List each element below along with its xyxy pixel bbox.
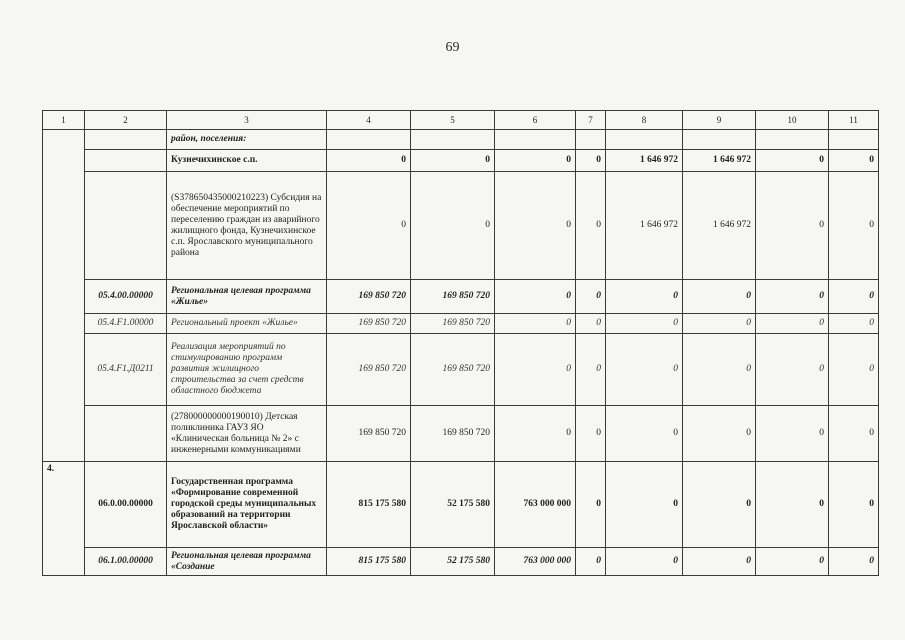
value-cell: 0 (495, 314, 576, 334)
code-cell: 05.4.00.00000 (85, 280, 167, 314)
value-cell: 52 175 580 (411, 462, 495, 548)
value-cell: 0 (495, 406, 576, 462)
code-cell (85, 150, 167, 172)
table-row (43, 150, 879, 172)
name-cell: (278000000000190010) Детская поликлиника ГАУЗ ЯО «Клиническая больница № 2» с инженерными коммуникациями (167, 406, 327, 462)
value-cell: 0 (756, 334, 829, 406)
header-cell: 10 (756, 111, 829, 130)
header-cell: 7 (576, 111, 606, 130)
value-cell: 1 646 972 (683, 172, 756, 280)
value-cell: 0 (576, 280, 606, 314)
header-cell: 5 (411, 111, 495, 130)
value-cell: 0 (576, 462, 606, 548)
code-cell: 06.0.00.00000 (85, 462, 167, 548)
value-cell: 1 646 972 (606, 172, 683, 280)
value-cell: 0 (495, 150, 576, 172)
value-cell: 0 (327, 150, 411, 172)
value-cell: 0 (683, 334, 756, 406)
header-cell: 11 (829, 111, 879, 130)
value-cell: 0 (327, 172, 411, 280)
value-cell (495, 130, 576, 150)
value-cell: 0 (829, 150, 879, 172)
value-cell: 0 (756, 406, 829, 462)
value-cell: 0 (756, 548, 829, 576)
value-cell: 169 850 720 (411, 406, 495, 462)
value-cell: 0 (683, 462, 756, 548)
section-number-cell (43, 130, 85, 462)
value-cell: 169 850 720 (327, 406, 411, 462)
section-number-cell: 4. (43, 462, 85, 576)
name-cell: Региональная целевая программа «Создание (167, 548, 327, 576)
value-cell: 0 (606, 314, 683, 334)
table-row (43, 334, 879, 406)
code-cell (85, 130, 167, 150)
value-cell (683, 130, 756, 150)
value-cell: 0 (829, 280, 879, 314)
value-cell: 0 (756, 172, 829, 280)
value-cell: 52 175 580 (411, 548, 495, 576)
value-cell: 0 (829, 314, 879, 334)
value-cell: 0 (829, 334, 879, 406)
value-cell (411, 130, 495, 150)
value-cell: 169 850 720 (411, 334, 495, 406)
value-cell: 0 (829, 172, 879, 280)
value-cell: 763 000 000 (495, 462, 576, 548)
value-cell: 0 (576, 406, 606, 462)
name-cell: Региональная целевая программа «Жилье» (167, 280, 327, 314)
table-row (43, 406, 879, 462)
table-row (43, 280, 879, 314)
header-cell: 6 (495, 111, 576, 130)
header-cell: 1 (43, 111, 85, 130)
value-cell (756, 130, 829, 150)
value-cell: 0 (756, 462, 829, 548)
value-cell: 0 (683, 314, 756, 334)
value-cell: 1 646 972 (683, 150, 756, 172)
name-cell: Кузнечихинское с.п. (167, 150, 327, 172)
value-cell: 0 (829, 548, 879, 576)
value-cell: 815 175 580 (327, 462, 411, 548)
value-cell: 0 (756, 150, 829, 172)
value-cell (829, 130, 879, 150)
header-cell: 4 (327, 111, 411, 130)
table-row (43, 172, 879, 280)
name-cell: Региональный проект «Жилье» (167, 314, 327, 334)
value-cell: 0 (495, 172, 576, 280)
value-cell: 169 850 720 (411, 314, 495, 334)
value-cell: 0 (495, 334, 576, 406)
value-cell (327, 130, 411, 150)
header-row (43, 111, 879, 130)
header-cell: 9 (683, 111, 756, 130)
name-cell: Государственная программа «Формирование современной городской среды муниципальных образований на территории Ярославской области» (167, 462, 327, 548)
value-cell: 0 (756, 280, 829, 314)
header-cell: 3 (167, 111, 327, 130)
name-cell: район, поселения: (167, 130, 327, 150)
value-cell: 0 (683, 406, 756, 462)
code-cell (85, 172, 167, 280)
page-number: 69 (445, 40, 460, 55)
table-row (43, 130, 879, 150)
value-cell (576, 130, 606, 150)
value-cell: 0 (495, 280, 576, 314)
header-cell: 8 (606, 111, 683, 130)
value-cell: 0 (756, 314, 829, 334)
value-cell: 0 (411, 150, 495, 172)
value-cell: 0 (829, 406, 879, 462)
code-cell: 06.1.00.00000 (85, 548, 167, 576)
value-cell: 169 850 720 (411, 280, 495, 314)
value-cell: 169 850 720 (327, 280, 411, 314)
value-cell: 0 (576, 548, 606, 576)
value-cell: 0 (606, 406, 683, 462)
value-cell: 0 (606, 462, 683, 548)
table-row (43, 462, 879, 548)
value-cell: 0 (411, 172, 495, 280)
value-cell: 1 646 972 (606, 150, 683, 172)
value-cell: 0 (683, 548, 756, 576)
value-cell: 0 (606, 334, 683, 406)
code-cell: 05.4.F1.Д0211 (85, 334, 167, 406)
value-cell: 0 (576, 150, 606, 172)
value-cell: 815 175 580 (327, 548, 411, 576)
value-cell: 0 (606, 280, 683, 314)
table-row (43, 314, 879, 334)
value-cell: 0 (576, 314, 606, 334)
value-cell: 763 000 000 (495, 548, 576, 576)
table-row (43, 548, 879, 576)
budget-table (42, 110, 879, 576)
value-cell: 0 (829, 462, 879, 548)
header-cell: 2 (85, 111, 167, 130)
code-cell: 05.4.F1.00000 (85, 314, 167, 334)
value-cell: 0 (683, 280, 756, 314)
code-cell (85, 406, 167, 462)
name-cell: Реализация мероприятий по стимулированию программ развития жилищного строительства за счет средств областного бюджета (167, 334, 327, 406)
value-cell: 0 (606, 548, 683, 576)
value-cell (606, 130, 683, 150)
value-cell: 0 (576, 172, 606, 280)
name-cell: (S378650435000210223) Субсидия на обеспечение мероприятий по переселению граждан из аварийного жилищного фонда, Кузнечихинское с.п. Ярославского муниципального района (167, 172, 327, 280)
value-cell: 169 850 720 (327, 314, 411, 334)
value-cell: 0 (576, 334, 606, 406)
value-cell: 169 850 720 (327, 334, 411, 406)
